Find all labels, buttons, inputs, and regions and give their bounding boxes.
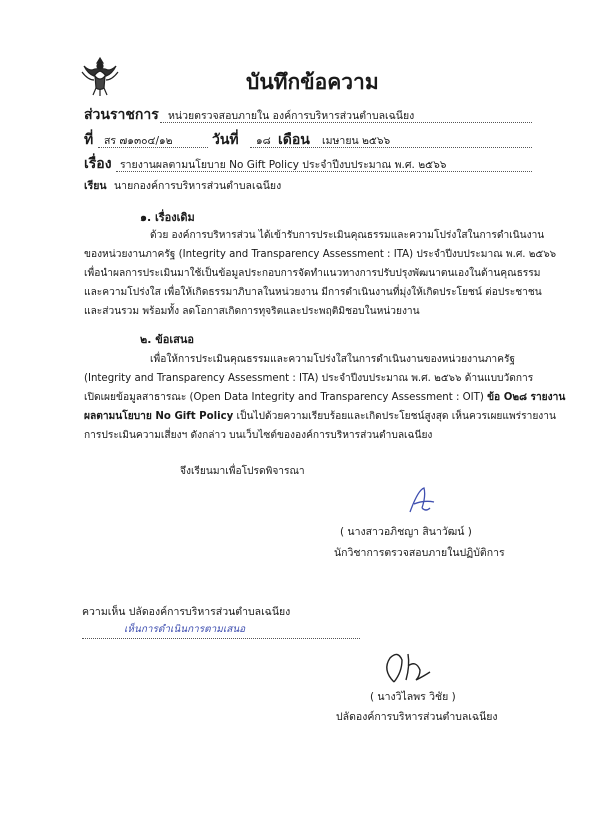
- section2-line: (Integrity and Transparency Assessment : ITA) ประจำปีงบประมาณ พ.ศ. ๒๕๖๖ ด้านแบบวัดการ: [84, 373, 534, 384]
- date-label: วันที่: [212, 132, 239, 148]
- date-day: ๑๘: [256, 135, 271, 147]
- signer2-position: ปลัดองค์การบริหารส่วนตำบลเฉนียง: [336, 711, 498, 723]
- signature-1: [404, 486, 444, 516]
- section1-line: เพื่อนำผลการประเมินมาใช้เป็นข้อมูลประกอบการจัดทำแนวทางการปรับปรุงพัฒนาตนเองในด้านคุณธรรม: [84, 268, 541, 279]
- agency-value: หน่วยตรวจสอบภายใน องค์การบริหารส่วนตำบลเฉนียง: [168, 110, 415, 122]
- to-label: เรียน: [84, 180, 107, 192]
- month-label: เดือน: [278, 132, 310, 148]
- section2-line: การประเมินความเสี่ยงฯ ดังกล่าว บนเว็บไซต์ขององค์การบริหารส่วนตำบลเฉนียง: [84, 430, 433, 441]
- section1-line: และความโปร่งใส เพื่อให้เกิดธรรมาภิบาลในหน่วยงาน มีการดำเนินงานที่มุ่งให้เกิดประโยชน์ ต่อประชาชน: [84, 287, 542, 298]
- subject-label: เรื่อง: [84, 156, 112, 172]
- to-value: นายกองค์การบริหารส่วนตำบลเฉนียง: [114, 180, 282, 192]
- opinion-handwritten: เห็นการดำเนินการตามเสนอ: [124, 624, 246, 635]
- section1-line: ด้วย องค์การบริหารส่วน ได้เข้ารับการประเมินคุณธรรมและความโปร่งใสในการดำเนินงาน: [150, 230, 545, 241]
- section2-line: [84, 388, 565, 407]
- opinion-underline: [82, 638, 360, 639]
- date-underline: [250, 147, 532, 148]
- section2-line4-a: ผลตามนโยบาย No Gift Policy: [84, 411, 234, 422]
- agency-label: ส่วนราชการ: [84, 107, 159, 123]
- signature-2: [380, 646, 440, 688]
- section1-line: และส่วนรวม พร้อมทั้ง ลดโอกาสเกิดการทุจริตและประพฤติมิชอบในหน่วยงาน: [84, 306, 420, 317]
- section2-line3-c: ข้อ O๒๘ รายงาน: [487, 392, 566, 403]
- section1-heading: ๑. เรื่องเดิม: [140, 211, 195, 224]
- signer2-name: ( นางวิไลพร วิชัย ): [370, 691, 456, 703]
- section1-line: ของหน่วยงานภาครัฐ (Integrity and Transparency Assessment : ITA) ประจำปีงบประมาณ พ.ศ. ๒๕๖๖: [84, 249, 557, 260]
- section2-heading: ๒. ข้อเสนอ: [140, 333, 194, 346]
- subject-underline: [116, 171, 532, 172]
- opinion-label: ความเห็น ปลัดองค์การบริหารส่วนตำบลเฉนียง: [82, 606, 291, 618]
- section2-line: [84, 407, 556, 426]
- garuda-emblem-icon: [78, 54, 122, 98]
- section2-line3-a: เปิดเผยข้อมูลสาธารณะ: [84, 392, 187, 403]
- closing-text: จึงเรียนมาเพื่อโปรดพิจารณา: [180, 466, 305, 477]
- date-month-year: เมษายน ๒๕๖๖: [322, 135, 391, 147]
- section2-line: เพื่อให้การประเมินคุณธรรมและความโปร่งใสในการดำเนินงานของหน่วยงานภาครัฐ: [150, 354, 516, 365]
- ref-label: ที่: [84, 132, 94, 148]
- ref-underline: [98, 147, 208, 148]
- section2-line4-b: เป็นไปด้วยความเรียบร้อยและเกิดประโยชน์สูงสุด เห็นควรเผยแพร่รายงาน: [233, 411, 556, 422]
- agency-underline: [160, 122, 532, 123]
- section2-line3-b: (Open Data Integrity and Transparency Assessment : OIT): [186, 392, 488, 403]
- signer1-name: ( นางสาวอภิชญา สินาวัฒน์ ): [340, 526, 472, 538]
- signer1-position: นักวิชาการตรวจสอบภายในปฏิบัติการ: [334, 547, 505, 559]
- ref-value: สร ๗๑๓๐๔/๑๒: [104, 135, 173, 147]
- subject-value: รายงานผลตามนโยบาย No Gift Policy ประจำปีงบประมาณ พ.ศ. ๒๕๖๖: [120, 159, 447, 171]
- memo-title: บันทึกข้อความ: [246, 70, 379, 94]
